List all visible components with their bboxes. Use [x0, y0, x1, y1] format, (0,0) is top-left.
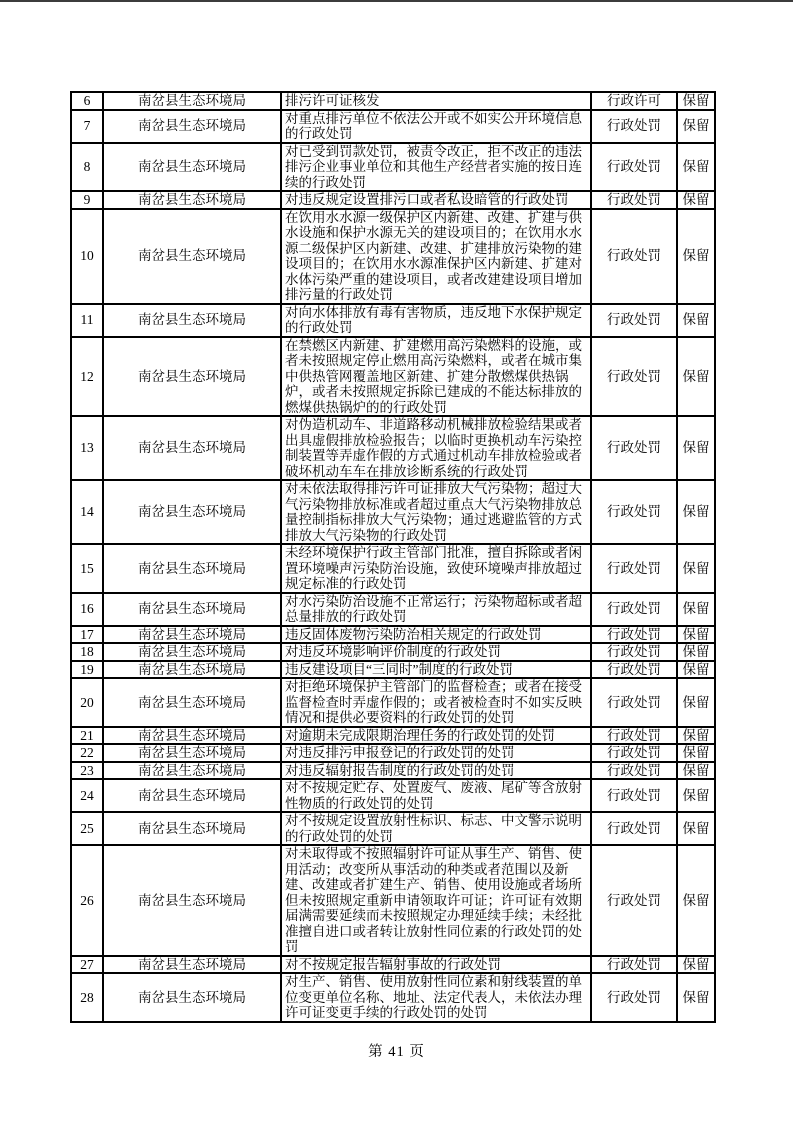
row-number-cell: 7	[71, 110, 103, 143]
status-cell: 保留	[677, 110, 715, 143]
item-type-cell: 行政处罚	[591, 304, 677, 337]
item-name-cell: 对生产、销售、使用放射性同位素和射线装置的单位变更单位名称、地址、法定代表人，未依法办理许可证变更手续的行政处罚的处罚	[281, 973, 591, 1022]
status-cell: 保留	[677, 812, 715, 845]
status-cell: 保留	[677, 337, 715, 417]
item-name-cell: 对违反排污申报登记的行政处罚的处罚	[281, 744, 591, 762]
item-name-cell: 对不按规定设置放射性标识、标志、中文警示说明的行政处罚的处罚	[281, 812, 591, 845]
department-cell: 南岔县生态环境局	[103, 744, 281, 762]
table-row	[71, 762, 715, 780]
page-top-edge	[0, 0, 793, 2]
table-row	[71, 92, 715, 110]
item-type-cell: 行政处罚	[591, 143, 677, 192]
table-row	[71, 209, 715, 304]
status-cell: 保留	[677, 143, 715, 192]
item-type-cell: 行政处罚	[591, 544, 677, 593]
row-number-cell: 22	[71, 744, 103, 762]
status-cell: 保留	[677, 779, 715, 812]
department-cell: 南岔县生态环境局	[103, 727, 281, 745]
table-row	[71, 661, 715, 679]
item-name-cell: 对不按规定报告辐射事故的行政处罚	[281, 956, 591, 974]
item-name-cell: 对水污染防治设施不正常运行；污染物超标或者超总量排放的行政处罚	[281, 593, 591, 626]
item-type-cell: 行政处罚	[591, 762, 677, 780]
status-cell: 保留	[677, 744, 715, 762]
row-number-cell: 9	[71, 191, 103, 209]
row-number-cell: 28	[71, 973, 103, 1022]
status-cell: 保留	[677, 544, 715, 593]
row-number-cell: 26	[71, 845, 103, 956]
status-cell: 保留	[677, 727, 715, 745]
row-number-cell: 11	[71, 304, 103, 337]
page-number: 第 41 页	[368, 1044, 425, 1060]
table-row	[71, 593, 715, 626]
department-cell: 南岔县生态环境局	[103, 416, 281, 480]
department-cell: 南岔县生态环境局	[103, 779, 281, 812]
status-cell: 保留	[677, 626, 715, 644]
department-cell: 南岔县生态环境局	[103, 110, 281, 143]
table-row	[71, 191, 715, 209]
table-row	[71, 544, 715, 593]
table-row	[71, 779, 715, 812]
item-type-cell: 行政处罚	[591, 678, 677, 727]
department-cell: 南岔县生态环境局	[103, 143, 281, 192]
status-cell: 保留	[677, 92, 715, 110]
item-name-cell: 对逾期未完成限期治理任务的行政处罚的处罚	[281, 727, 591, 745]
item-name-cell: 对拒绝环境保护主管部门的监督检查；或者在接受监督检查时弄虚作假的；或者被检查时不如实反映情况和提供必要资料的行政处罚的处罚	[281, 678, 591, 727]
item-name-cell: 违反固体废物污染防治相关规定的行政处罚	[281, 626, 591, 644]
table-row	[71, 956, 715, 974]
department-cell: 南岔县生态环境局	[103, 956, 281, 974]
row-number-cell: 12	[71, 337, 103, 417]
status-cell: 保留	[677, 480, 715, 544]
item-type-cell: 行政处罚	[591, 956, 677, 974]
table-row	[71, 744, 715, 762]
row-number-cell: 23	[71, 762, 103, 780]
table-row	[71, 337, 715, 417]
row-number-cell: 24	[71, 779, 103, 812]
row-number-cell: 21	[71, 727, 103, 745]
item-name-cell: 在禁燃区内新建、扩建燃用高污染燃料的设施，或者未按照规定停止燃用高污染燃料，或者在城市集中供热管网覆盖地区新建、扩建分散燃煤供热锅炉，或者未按照规定拆除已建成的不能达标排放的燃煤供热锅炉的的行政处罚	[281, 337, 591, 417]
item-name-cell: 未经环境保护行政主管部门批准，擅自拆除或者闲置环境噪声污染防治设施，致使环境噪声排放超过规定标准的行政处罚	[281, 544, 591, 593]
row-number-cell: 20	[71, 678, 103, 727]
table-row	[71, 480, 715, 544]
status-cell: 保留	[677, 973, 715, 1022]
department-cell: 南岔县生态环境局	[103, 762, 281, 780]
department-cell: 南岔县生态环境局	[103, 593, 281, 626]
status-cell: 保留	[677, 762, 715, 780]
department-cell: 南岔县生态环境局	[103, 209, 281, 304]
item-type-cell: 行政处罚	[591, 744, 677, 762]
table-row	[71, 626, 715, 644]
item-name-cell: 对已受到罚款处罚，被责令改正，拒不改正的违法排污企业事业单位和其他生产经营者实施的按日连续的行政处罚	[281, 143, 591, 192]
table-row	[71, 727, 715, 745]
department-cell: 南岔县生态环境局	[103, 304, 281, 337]
item-type-cell: 行政处罚	[591, 812, 677, 845]
item-name-cell: 对向水体排放有毒有害物质，违反地下水保护规定的行政处罚	[281, 304, 591, 337]
status-cell: 保留	[677, 956, 715, 974]
department-cell: 南岔县生态环境局	[103, 480, 281, 544]
row-number-cell: 15	[71, 544, 103, 593]
department-cell: 南岔县生态环境局	[103, 973, 281, 1022]
item-name-cell: 对伪造机动车、非道路移动机械排放检验结果或者出具虚假排放检验报告；以临时更换机动车污染控制装置等弄虚作假的方式通过机动车排放检验或者破坏机动车车在排放诊断系统的行政处罚	[281, 416, 591, 480]
row-number-cell: 17	[71, 626, 103, 644]
item-type-cell: 行政许可	[591, 92, 677, 110]
table-row	[71, 643, 715, 661]
row-number-cell: 16	[71, 593, 103, 626]
department-cell: 南岔县生态环境局	[103, 337, 281, 417]
department-cell: 南岔县生态环境局	[103, 661, 281, 679]
item-type-cell: 行政处罚	[591, 416, 677, 480]
item-name-cell: 对未依法取得排污许可证排放大气污染物；超过大气污染物排放标准或者超过重点大气污染物排放总量控制指标排放大气污染物；通过逃避监管的方式排放大气污染物的行政处罚	[281, 480, 591, 544]
department-cell: 南岔县生态环境局	[103, 643, 281, 661]
row-number-cell: 27	[71, 956, 103, 974]
item-name-cell: 排污许可证核发	[281, 92, 591, 110]
status-cell: 保留	[677, 678, 715, 727]
item-type-cell: 行政处罚	[591, 480, 677, 544]
row-number-cell: 25	[71, 812, 103, 845]
item-name-cell: 对重点排污单位不依法公开或不如实公开环境信息的行政处罚	[281, 110, 591, 143]
status-cell: 保留	[677, 643, 715, 661]
table-row	[71, 973, 715, 1022]
status-cell: 保留	[677, 191, 715, 209]
table-row	[71, 143, 715, 192]
item-type-cell: 行政处罚	[591, 337, 677, 417]
item-type-cell: 行政处罚	[591, 191, 677, 209]
department-cell: 南岔县生态环境局	[103, 845, 281, 956]
row-number-cell: 14	[71, 480, 103, 544]
status-cell: 保留	[677, 209, 715, 304]
department-cell: 南岔县生态环境局	[103, 812, 281, 845]
status-cell: 保留	[677, 304, 715, 337]
item-name-cell: 在饮用水水源一级保护区内新建、改建、扩建与供水设施和保护水源无关的建设项目的；在饮用水水源二级保护区内新建、改建、扩建排放污染物的建设项目的；在饮用水水源准保护区内新建、扩建对水体污染严重的建设项目，或者改建建设项目增加排污量的行政处罚	[281, 209, 591, 304]
department-cell: 南岔县生态环境局	[103, 626, 281, 644]
administrative-items-table	[70, 91, 716, 1023]
administrative-items-table-body	[71, 92, 715, 1022]
item-type-cell: 行政处罚	[591, 626, 677, 644]
table-row	[71, 678, 715, 727]
item-type-cell: 行政处罚	[591, 845, 677, 956]
department-cell: 南岔县生态环境局	[103, 191, 281, 209]
status-cell: 保留	[677, 593, 715, 626]
department-cell: 南岔县生态环境局	[103, 544, 281, 593]
item-name-cell: 对不按规定贮存、处置废气、废液、尾矿等含放射性物质的行政处罚的处罚	[281, 779, 591, 812]
table-row	[71, 304, 715, 337]
item-name-cell: 对未取得或不按照辐射许可证从事生产、销售、使用活动；改变所从事活动的种类或者范围以及新建、改建或者扩建生产、销售、使用设施或者场所但未按照规定重新申请领取许可证；许可证有效期届满需要延续而未按照规定办理延续手续；未经批准擅自进口或者转让放射性同位素的行政处罚的处罚	[281, 845, 591, 956]
row-number-cell: 10	[71, 209, 103, 304]
row-number-cell: 18	[71, 643, 103, 661]
item-type-cell: 行政处罚	[591, 593, 677, 626]
item-type-cell: 行政处罚	[591, 973, 677, 1022]
department-cell: 南岔县生态环境局	[103, 92, 281, 110]
status-cell: 保留	[677, 661, 715, 679]
item-name-cell: 对违反环境影响评价制度的行政处罚	[281, 643, 591, 661]
row-number-cell: 6	[71, 92, 103, 110]
department-cell: 南岔县生态环境局	[103, 678, 281, 727]
row-number-cell: 8	[71, 143, 103, 192]
status-cell: 保留	[677, 416, 715, 480]
table-row	[71, 812, 715, 845]
item-type-cell: 行政处罚	[591, 779, 677, 812]
item-name-cell: 对违反辐射报告制度的行政处罚的处罚	[281, 762, 591, 780]
status-cell: 保留	[677, 845, 715, 956]
table-row	[71, 416, 715, 480]
item-type-cell: 行政处罚	[591, 209, 677, 304]
item-name-cell: 对违反规定设置排污口或者私设暗管的行政处罚	[281, 191, 591, 209]
row-number-cell: 13	[71, 416, 103, 480]
item-type-cell: 行政处罚	[591, 643, 677, 661]
item-type-cell: 行政处罚	[591, 661, 677, 679]
item-type-cell: 行政处罚	[591, 727, 677, 745]
item-name-cell: 违反建设项目“三同时”制度的行政处罚	[281, 661, 591, 679]
row-number-cell: 19	[71, 661, 103, 679]
table-row	[71, 110, 715, 143]
table-row	[71, 845, 715, 956]
item-type-cell: 行政处罚	[591, 110, 677, 143]
